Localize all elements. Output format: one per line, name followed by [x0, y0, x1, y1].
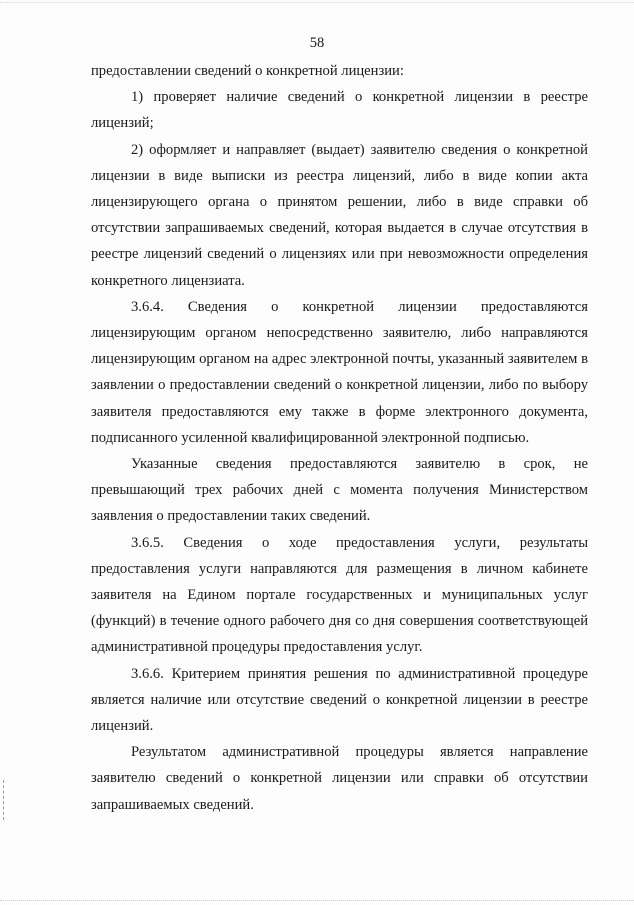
paragraph-3-6-4: 3.6.4. Сведения о конкретной лицензии предоставляются лицензирующим органом непосредственно заявителю, либо направляются лицензирующим органом на адрес электронной почты, указанный заявителем в заявлении о предоставлении сведений о конкретной лицензии, либо по выбору заявителя предоставляются ему также в форме электронного документа, подписанного усиленной квалифицированной электронной подписью.: [91, 298, 588, 446]
paragraph-item-1: 1) проверяет наличие сведений о конкретной лицензии в реестре лицензий;: [91, 89, 588, 132]
scan-left-edge-mark: [3, 780, 5, 820]
scan-bottom-edge: [0, 900, 634, 901]
paragraph-continuation: предоставлении сведений о конкретной лицензии:: [91, 63, 404, 79]
page-number: 58: [309, 35, 325, 51]
paragraph-3-6-5: 3.6.5. Сведения о ходе предоставления услуги, результаты предоставления услуги направляются для размещения в личном кабинете заявителя на Едином портале государственных и муниципальных услуг (функций) в течение одного рабочего дня со дня совершения соответствующей административной процедуры предоставления услуг.: [91, 534, 588, 656]
scan-top-edge: [0, 2, 634, 3]
document-body: [91, 58, 588, 818]
paragraph-3-6-6: 3.6.6. Критерием принятия решения по административной процедуре является наличие или отсутствие сведений о конкретной лицензии в реестре лицензий.: [91, 665, 588, 735]
paragraph-deadline: Указанные сведения предоставляются заявителю в срок, не превышающий трех рабочих дней с момента получения Министерством заявления о предоставлении таких сведений.: [91, 456, 588, 525]
paragraph-result: Результатом административной процедуры является направление заявителю сведений о конкретной лицензии или справки об отсутствии запрашиваемых сведений.: [91, 744, 588, 813]
paragraph-item-2: 2) оформляет и направляет (выдает) заявителю сведения о конкретной лицензии в виде выписки из реестра лицензий, либо в виде копии акта лицензирующего органа о принятом решении, либо в виде справки об отсутствии запрашиваемых сведений, которая выдается в случае отсутствия в реестре лицензий сведений о лицензиях или при невозможности определения конкретного лицензиата.: [91, 141, 588, 289]
